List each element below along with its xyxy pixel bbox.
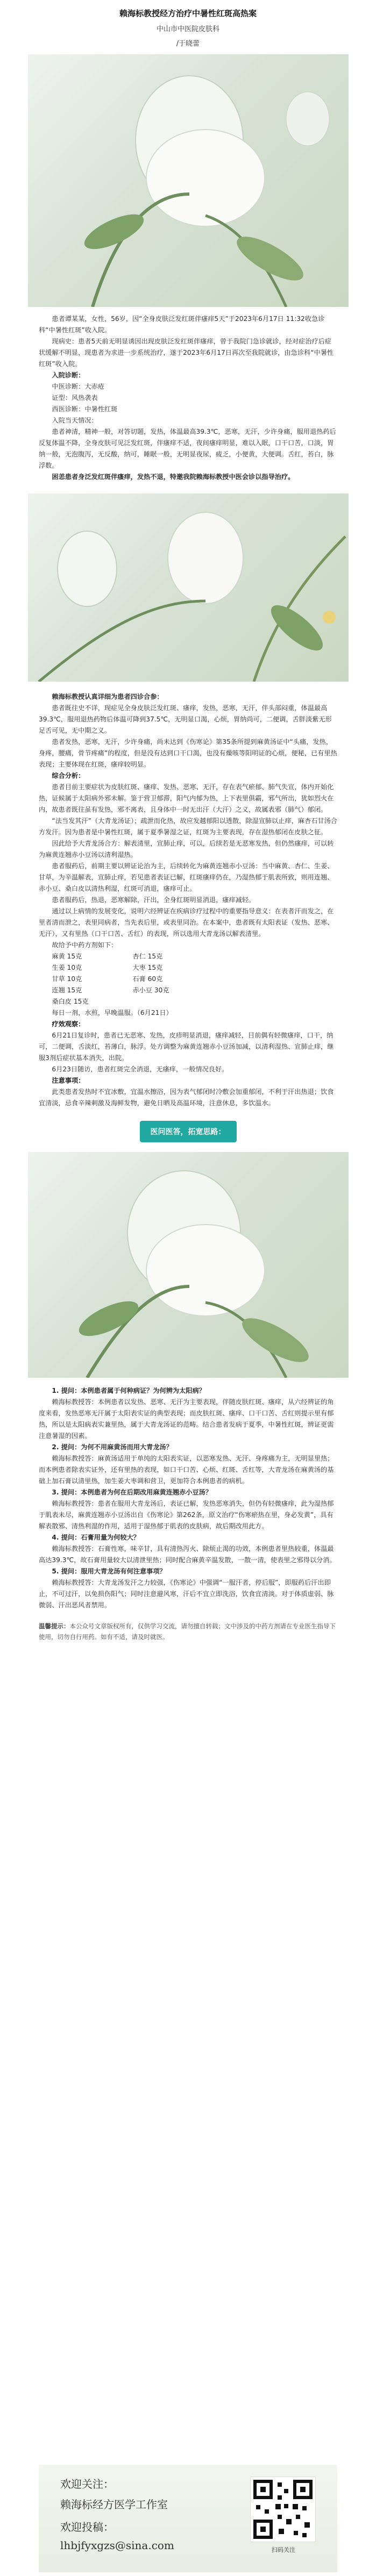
intro-paragraph-2: 现病史：患者5天前无明显诱因出现皮肤泛发红斑伴瘙痒，曾于我院门急诊就诊，经对症治疗后症状缓解不明显，现患者为求进一步系统治疗，遂于2023年6月17日再次至我院就诊，由急诊科“中暑性红斑”收入院。 — [39, 338, 334, 368]
herb-item: 杏仁 15克 — [132, 953, 163, 960]
herb-item: 生姜 10克 — [52, 964, 82, 971]
answer-5: 赖海标教授答：大青龙汤发汗之力较强，《伤寒论》中强调“一服汗者，停后服”，即服药后汗出即止，不可过汗，以免损伤阳气；同时注意避风寒，汗后不宜立即洗浴，饮食宜清淡。对于体质虚弱、脉微弱、汗出恶风者禁用。 — [39, 1579, 334, 1609]
herb-item: 赤小豆 30克 — [132, 986, 169, 994]
consult-paragraph-9: 故给予中药方剂如下： — [52, 941, 118, 949]
answer-4: 赖海标教授答：石膏性寒，味辛甘，具有清热泻火、除烦止渴的功效，本例患者里热较重，体温最高达39.3℃，故石膏用量较大以清泄里热；同时配合麻黄辛温发散，一散一清，使表里之邪得以分消。 — [39, 1545, 336, 1564]
article-author: /于晓蕾 — [176, 40, 200, 48]
consult-paragraph-2: 患者发热，恶寒，无汗，少许身痛，尚未达到《伤寒论》第35条所提到麻黄汤证中“头痛，发热，身疼，腰痛，骨节疼痛”的程度，但是没有达到口干口渴，也没有燥咳等阳明证的心烦，便秘，已有里热表现；主要体现在红斑，瘙痒较明显。 — [39, 738, 337, 768]
consult-paragraph-6: 患者服药后，前期主要以辨证论治为主，后续转化为麻黄连翘赤小豆汤：当中麻黄、杏仁、生姜、甘草，为辛温解表，宣肺止痒，若见患者表证已解，红斑瘙痒仍在，乃湿热郁于肌表所致，则用连翘、赤小豆、桑白皮以清热利湿，红斑可消退，瘙痒可止。 — [39, 862, 334, 892]
flower-illustration-1 — [28, 54, 349, 307]
qr-code-graphic — [251, 2477, 315, 2542]
qa-banner-label: 医问医答，拓宽思路： — [140, 1121, 237, 1142]
qa-section — [0, 1385, 376, 1611]
flower-illustration-2 — [28, 493, 349, 682]
intro-paragraph-1: 患者谭某某，女性，56岁，因“全身皮肤泛发红斑伴瘙痒5天”于2023年6月17日 11:32收急诊科“中暑性红斑”收入院。 — [39, 315, 325, 334]
effect-heading: 疗效观察： — [52, 1020, 85, 1028]
herb-item: 甘草 10克 — [52, 975, 82, 983]
formula-row — [52, 974, 337, 985]
formula-row — [52, 985, 337, 996]
article-org: 中山市中医院皮肤科 — [156, 25, 219, 33]
flower-photo-2 — [28, 493, 349, 682]
qr-code-icon[interactable] — [250, 2477, 316, 2542]
herb-item: 连翘 15克 — [52, 986, 82, 994]
question-3: 3. 提问：本例患者为何在后期改用麻黄连翘赤小豆汤？ — [52, 1489, 212, 1496]
consult-paragraph-3: 患者目前主要症状为皮肤红斑、瘙痒、发热、恶寒、无汗，存在表气瘀郁、肺气失宣，体内开始化热，证候属于太阳病外邪未解。鉴于营卫郁滞，阳气内郁为热，上下表里俱霸，邪气所出，犹如烈火在内，故患者既往虽有发热，邪不离表，且身体中一时无出汗（大汗）之义，故属表邪（肺气）郁闭。 — [39, 783, 334, 813]
herb-item: 麻黄 15克 — [52, 953, 82, 960]
question-1: 1. 提问：本例患者属于何种病证？为何辨为太阳病？ — [52, 1387, 205, 1394]
question-5: 5. 提问：服用大青龙汤有何注意事项？ — [52, 1568, 166, 1575]
case-intro-section — [0, 313, 376, 483]
footer-email[interactable]: lhbjfyxgzs@sina.com — [60, 2539, 174, 2552]
intro-paragraph-4: 困恙患者身泛发红斑伴瘙痒，发热不退，特邀我院赖海标教授中医会诊以指导治疗。 — [52, 473, 295, 481]
cn-diagnosis: 中医诊断：大赤疮 — [52, 383, 104, 390]
consult-paragraph-12: 此类患者发热时不宜冰敷，宜温水擦浴，因为表气郁闭时冷敷会加重郁闭，不利于汗出热退；饮食宜清淡，忌食辛辣刺激及海鲜发物，避免日晒及高温环境，注意休息，多饮温水。 — [39, 1088, 334, 1107]
intro-paragraph-3: 患者神清，精神一般，对答切题，发热，体温最高39.3℃，恶寒，无汗，少许身痛，服用退热药后反复体温不降，全身皮肤可见泛发红斑，伴瘙痒不适，夜间瘙痒明显，难以入眠，口干口苦，口淡，胃纳一般，无泡腹泻，无反酸，纳可，睡眠一般，无明显夜尿，疲乏，小便黄，大便调。舌红，苔白，脉浮数。 — [39, 428, 336, 469]
qa-banner — [0, 1121, 376, 1142]
footer-card — [39, 2465, 337, 2572]
consult-paragraph-11: 6月23日随访，患者红斑完全消退，无瘙痒，一般情况良好。 — [52, 1065, 229, 1073]
consult-paragraph-1: 患者既往史不详，现症见全身皮肤泛发红斑、瘙痒，发热，恶寒，无汗，伴头部闷重，体温最高39.3℃，服用退热药物后体温可降到37.5℃，无明显口渴，心烦，胃纳尚可，二便调，舌胖淡紫无形足舌可见，无中期之义。 — [39, 704, 332, 734]
formula-list — [39, 951, 337, 1007]
consult-paragraph-10: 6月21日复诊时，患者已无恶寒、发热，皮疹明显消退，瘙痒减轻，目前偶有轻微瘙痒，口干，纳可，二便调，舌淡红，苔薄白，脉浮。处方调整为麻黄连翘赤小豆汤加减，以清利湿热、宣肺止痒，继服3剂后症状基本消失，出院。 — [39, 1032, 334, 1062]
footer-studio-name: 赖海标经方医学工作室 — [60, 2498, 168, 2511]
footer-submit-label: 欢迎投稿： — [60, 2521, 114, 2534]
herb-item: 石膏 60克 — [132, 975, 163, 983]
admission-label: 入院诊断： — [52, 371, 85, 379]
formula-row — [52, 996, 337, 1007]
disclaimer-label: 温馨提示： — [39, 1622, 70, 1630]
question-2: 2. 提问：为何不用麻黄汤而用大青龙汤？ — [52, 1443, 173, 1451]
answer-1: 赖海标教授答：本例患者以发热、恶寒、无汗为主要表现，伴随皮肤红斑、瘙痒，从六经辨证的角度来看，发热恶寒无汗属于太阳表实证的典型表现；而皮肤红斑、瘙痒、口干口苦、舌红则提示里有郁热，所以是太阳病表实兼里热，属于大青龙汤证的范畴。结合患者发病于夏季，中暑性红斑，辨证更需注意暑湿的因素。 — [39, 1398, 334, 1440]
formula-row — [52, 951, 337, 962]
answer-3: 赖海标教授答：患者在服用大青龙汤后，表证已解，发热恶寒消失，但仍有轻微瘙痒，此为湿热郁于肌表未尽，麻黄连翘赤小豆汤出自《伤寒论》第262条，原文治疗“伤寒瘀热在里，身必发黄”，具有解表散邪、清热利湿的作用，适用于湿热郁于肌表的皮肤病，故后期改用此方。 — [39, 1500, 334, 1530]
note-heading: 注意事项： — [52, 1077, 85, 1084]
consult-paragraph-7: 患者服药后，热退，恶寒解除，汗出，全身红斑明显消退，瘙痒减轻。 — [52, 896, 256, 904]
synthesis-heading: 综合分析： — [52, 772, 85, 779]
article-header — [0, 0, 376, 48]
formula-row — [52, 962, 337, 974]
answer-2: 赖海标教授答：麻黄汤适用于单纯的太阳表实证，以恶寒发热、无汗、身疼痛为主，无明显里热；而本例患者除表实证外，还有里热的表现，如口干口苦、心烦、红斑、舌红等，大青龙汤在麻黄汤的基础上加石膏以清里热，加生姜大枣调和营卫，更加符合本例患者的病机。 — [39, 1455, 334, 1485]
exam-label: 入院当天情况： — [52, 417, 98, 424]
question-4: 4. 提问：石膏用量为何较大？ — [52, 1534, 140, 1541]
herb-item: 桑白皮 15克 — [52, 998, 89, 1005]
consult-section — [0, 691, 376, 1109]
syndrome-type: 证型：风热袭表 — [52, 394, 98, 402]
article-title: 赖海标教授经方治疗中暑性红斑高热案 — [119, 9, 257, 18]
disclaimer-text: 本公众号文章版权所有，仅供学习交流，请勿擅自转载；文中涉及的中药方剂请在专业医生指导下使用，切勿自行用药。如有不适，请及时就医。 — [39, 1622, 336, 1641]
herb-item: 大枣 15克 — [132, 964, 163, 971]
flower-photo-3 — [28, 1152, 349, 1378]
disclaimer — [0, 1621, 376, 1642]
footer-follow-label: 欢迎关注： — [60, 2478, 114, 2491]
west-diagnosis: 西医诊断：中暑性红斑 — [52, 405, 118, 413]
consult-paragraph-4: “法当发其汗”（大青龙汤证）；疏泄而化热，故应发越郁阳以透散，除湿宣肺以止痒，麻杏石甘汤合方发汗。因为患者是中暑性红斑，属于夏季暑湿之证，红斑为主要表现，存在湿热郁闭在皮肤之征。 — [39, 817, 337, 836]
dosage-text: 每日一剂，水煎，早晚温服。（6月21日） — [52, 1009, 173, 1017]
flower-illustration-3 — [28, 1152, 349, 1378]
qr-label: 扫码关注 — [272, 2546, 295, 2553]
flower-photo-1 — [28, 54, 349, 307]
consult-paragraph-5: 因此给予大青龙汤合方：解表清里，宣肺止痒，可以，后续若是无恶寒发热，但仍然瘙痒，可以转为麻黄连翘赤小豆汤以清利湿热。 — [39, 840, 334, 858]
consult-heading: 赖海标教授认真详细为患者四诊合参： — [52, 693, 164, 700]
consult-paragraph-8: 通过以上病情的发展变化，说明六经辨证在疾病诊疗过程中的重要指导意义：在表者汗而发之，在里者清而泄之，表里同病者，当先表后里，或表里同治。在本案中，患者既有太阳表证（发热、恶寒、无汗），又有里热（口干口苦、舌红）的表现，所以选用大青龙汤以解表清里。 — [39, 907, 334, 938]
